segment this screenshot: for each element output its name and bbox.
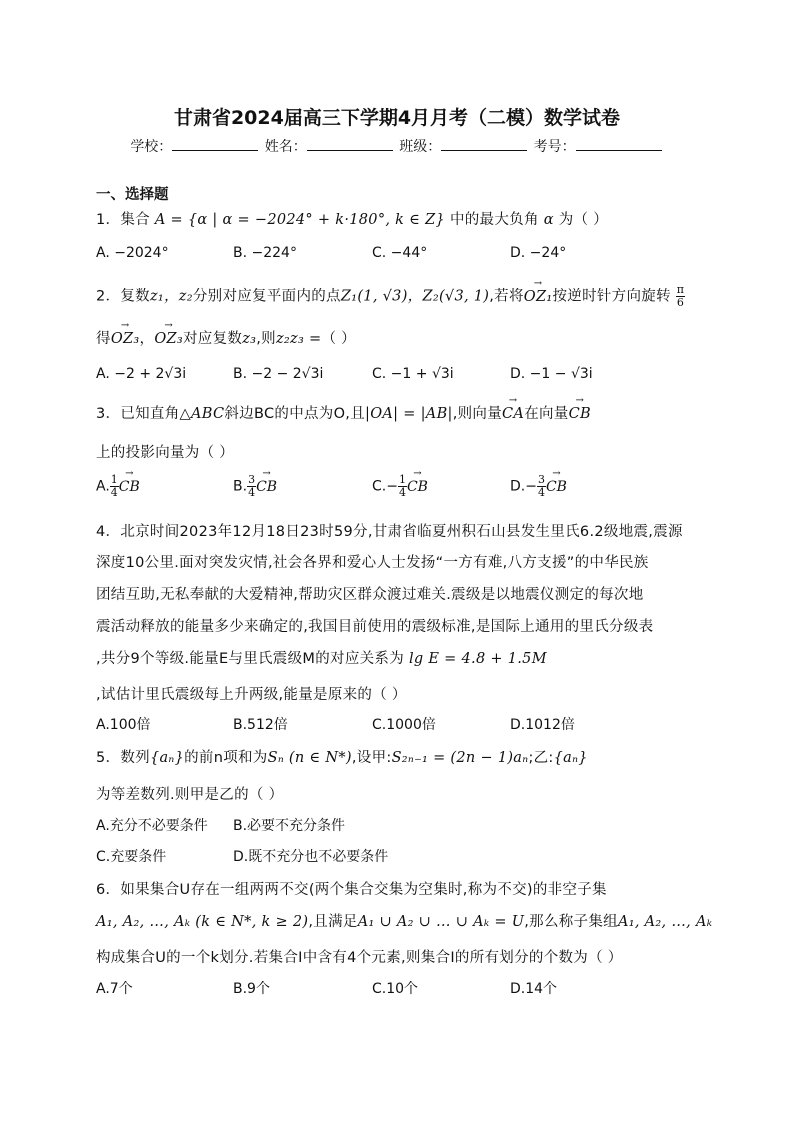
q2-text-3: ,若将 [489, 288, 524, 305]
q2-text-8: （ ） [321, 331, 356, 347]
q3-b-vector: → CB [256, 479, 277, 495]
q5-sequence: {aₙ} [149, 750, 185, 766]
q3-c-prefix: C. [372, 478, 387, 495]
q3-a-vector: → CB [119, 479, 140, 495]
q1-option-d[interactable]: D. −24° [510, 245, 567, 261]
q6-text-2: ,那么称子集组 [524, 914, 618, 930]
q2-frac-den: 6 [676, 296, 685, 309]
question-3-line-2: 上的投影向量为（ ） [96, 445, 235, 461]
q5-option-c[interactable]: C.充要条件 [96, 849, 167, 865]
q3-option-c[interactable] [372, 474, 428, 499]
q3-b-fraction [247, 474, 256, 499]
question-6-line-3: 构成集合U的一个k划分.若集合I中含有4个元素,则集合I的所有划分的个数为（ ） [96, 950, 623, 966]
q3-d-fraction [537, 474, 546, 499]
id-label: 考号： [533, 139, 576, 155]
question-4-line-4: 震活动释放的能量多少来确定的,我国目前使用的震级标准,是国际上通用的里氏分级表 [96, 619, 654, 635]
question-3-line-1 [96, 402, 591, 423]
q3-b-num: 3 [248, 473, 256, 486]
q3-d-vector: → CB [546, 479, 567, 495]
q2-sep: ， [139, 331, 155, 347]
q4-option-b[interactable]: B.512倍 [233, 717, 288, 733]
q6-subset-group: A₁, A₂, …, Aₖ [617, 914, 713, 930]
q3-text-3: ,则向量 [452, 406, 503, 422]
q3-vector-cb: → CB [569, 406, 591, 422]
q4-option-a[interactable]: A.100倍 [96, 717, 151, 733]
q1-text: 1．集合 [96, 212, 150, 228]
q2-z3: z₃ [242, 331, 257, 347]
question-4-line-5 [96, 647, 547, 668]
q6-option-b[interactable]: B.9个 [233, 981, 270, 997]
q3-d-sign: − [525, 478, 537, 495]
q3-text: 3．已知直角 [96, 406, 180, 422]
exam-title: 甘肃省2024届高三下学期4月月考（二模）数学试卷 [173, 107, 621, 129]
q6-text: ,且满足 [308, 914, 358, 930]
q3-c-fraction [398, 474, 407, 499]
q3-text-4: 在向量 [524, 406, 569, 422]
q2-vector-oz3-a: → OZ₃ [111, 331, 140, 347]
question-4-line-2: 深度10公里.面对突发灾情,社会各界和爱心人士发扬“一方有难,八方支援”的中华民族 [96, 555, 649, 571]
q3-d-num: 3 [537, 473, 545, 486]
q3-length-eq: |OA| = |AB| [365, 406, 453, 422]
q5-option-d[interactable]: D.既不充分也不必要条件 [233, 849, 389, 865]
q2-angle-fraction [676, 284, 686, 309]
q2-frac-num: π [676, 283, 685, 296]
q3-option-a[interactable] [96, 474, 140, 499]
question-4-line-1: 4．北京时间2023年12月18日23时59分,甘肃省临夏州积石山县发生里氏6.2级地震,震源 [96, 524, 683, 540]
school-label: 学校： [130, 139, 173, 155]
q3-text-2: 斜边BC的中点为O,且 [224, 406, 366, 422]
q3-option-b[interactable] [233, 474, 277, 499]
q4-option-c[interactable]: C.1000倍 [372, 717, 436, 733]
student-info-row [0, 136, 794, 156]
question-6-line-2 [96, 910, 712, 931]
q5-sequence-2: {aₙ} [553, 750, 588, 766]
q5-option-a[interactable]: A.充分不必要条件 [96, 818, 208, 834]
q3-c-den: 4 [398, 486, 406, 499]
q4-energy-formula: lg E = 4.8 + 1.5M [408, 651, 547, 667]
q2-option-a[interactable]: A. −2 + 2√3i [96, 366, 187, 382]
q2-complex-numbers: z₁，z₂ [149, 288, 193, 305]
q6-option-c[interactable]: C.10个 [372, 981, 419, 997]
q6-subsets: A₁, A₂, …, Aₖ (k ∈ N*, k ≥ 2) [96, 914, 309, 930]
q1-option-a[interactable]: A. −2024° [96, 245, 169, 261]
q3-option-d[interactable] [510, 474, 567, 499]
q3-triangle: △ABC [179, 406, 225, 422]
question-5-line-2: 为等差数列.则甲是乙的（ ） [96, 787, 284, 803]
q6-option-d[interactable]: D.14个 [510, 981, 558, 997]
q5-sum: Sₙ (n ∈ N*) [267, 750, 352, 766]
q4-option-d[interactable]: D.1012倍 [510, 717, 575, 733]
q3-a-num: 1 [110, 473, 118, 486]
q1-option-c[interactable]: C. −44° [372, 245, 428, 261]
q2-text: 2．复数 [96, 288, 150, 305]
id-field[interactable] [576, 138, 662, 151]
question-1-stem [96, 208, 608, 229]
q6-option-a[interactable]: A.7个 [96, 981, 133, 997]
q1-text-2: 中的最大负角 [449, 212, 539, 228]
q5-text-2: 的前n项和为 [184, 750, 268, 766]
class-field[interactable] [441, 138, 527, 151]
q5-condition: S₂ₙ₋₁ = (2n − 1)aₙ [391, 750, 529, 766]
q6-union: A₁ ∪ A₂ ∪ … ∪ Aₖ = U [357, 914, 525, 930]
q5-text-3: ,设甲: [351, 750, 392, 766]
name-field[interactable] [307, 138, 393, 151]
q3-c-vector: → CB [407, 479, 428, 495]
q2-text-7: ,则 [256, 331, 276, 347]
question-2-line-1 [96, 284, 685, 309]
name-label: 姓名： [264, 139, 307, 155]
question-4-line-6: ,试估计里氏震级每上升两级,能量是原来的（ ） [96, 687, 407, 703]
q3-a-prefix: A. [96, 478, 110, 495]
q3-d-prefix: D. [510, 478, 526, 495]
question-4-line-3: 团结互助,无私奉献的大爱精神,帮助灾区群众渡过难关.震级是以地震仪测定的每次地 [96, 587, 644, 603]
q3-c-sign: − [386, 478, 398, 495]
q2-vector-oz3-b: → OZ₃ [154, 331, 183, 347]
q2-text-6: 对应复数 [183, 331, 243, 347]
section-heading: 一、选择题 [96, 187, 169, 203]
q2-option-b[interactable]: B. −2 − 2√3i [233, 366, 324, 382]
q5-text-4: ;乙: [528, 750, 554, 766]
q5-text: 5．数列 [96, 750, 150, 766]
q2-vector-oz1: → OZ₁ [524, 289, 553, 305]
question-2-line-2 [96, 327, 356, 348]
q4-text: ,共分9个等级.能量E与里氏震级M的对应关系为 [96, 651, 405, 667]
class-label: 班级： [399, 139, 442, 155]
question-6-line-1: 6．如果集合U存在一组两两不交(两个集合交集为空集时,称为不交)的非空子集 [96, 882, 607, 898]
q2-text-2: 分别对应复平面内的点 [192, 288, 341, 305]
q2-option-c[interactable]: C. −1 + √3i [372, 366, 454, 382]
q3-b-prefix: B. [233, 478, 248, 495]
q2-text-5: 得 [96, 331, 111, 347]
school-field[interactable] [172, 138, 258, 151]
q3-d-den: 4 [537, 486, 545, 499]
q3-c-num: 1 [398, 473, 406, 486]
q2-points: Z₁(1, √3)，Z₂(√3, 1) [340, 288, 490, 305]
q3-vector-ca: → CA [502, 406, 524, 422]
q2-product: z₂z₃ = [275, 331, 322, 347]
q1-option-b[interactable]: B. −224° [233, 245, 297, 261]
q3-a-den: 4 [110, 486, 118, 499]
q2-text-4: 按逆时针方向旋转 [552, 288, 671, 305]
question-5-line-1 [96, 746, 588, 767]
q5-option-b[interactable]: B.必要不充分条件 [233, 818, 346, 834]
q3-a-fraction [110, 474, 119, 499]
q2-option-d[interactable]: D. −1 − √3i [510, 366, 593, 382]
q1-alpha: α [543, 212, 554, 228]
q1-text-3: 为（ ） [558, 212, 609, 228]
q3-b-den: 4 [248, 486, 256, 499]
q1-set-formula: A = {α | α = −2024° + k·180°, k ∈ Z} [154, 212, 446, 228]
